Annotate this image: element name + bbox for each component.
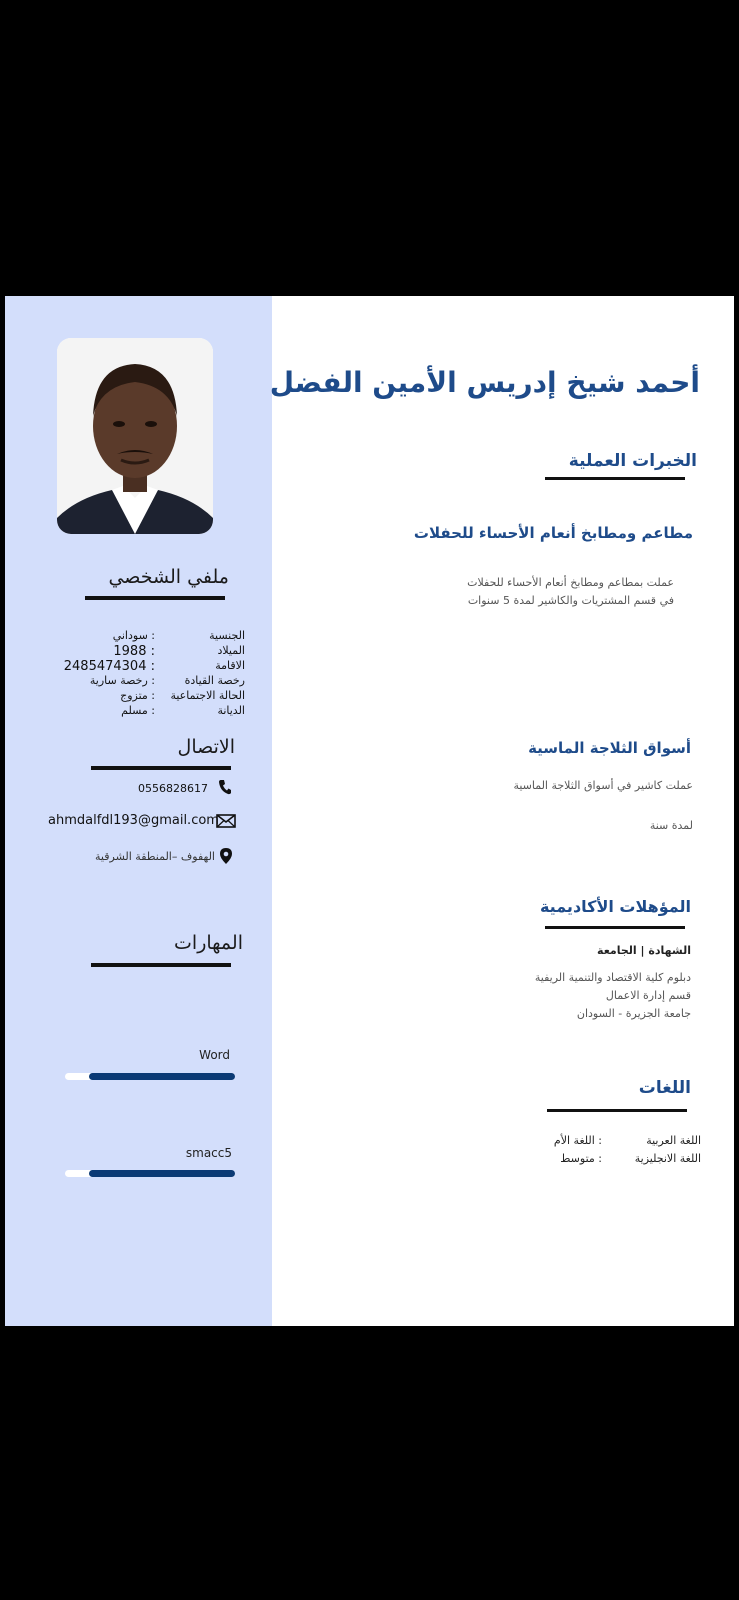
languages-underline [547, 1109, 687, 1112]
education-title: المؤهلات الأكاديمية [539, 897, 691, 916]
info-value: : رخصة سارية [89, 674, 155, 687]
skills-title: المهارات [174, 932, 243, 954]
info-row-license [55, 674, 245, 689]
person-photo-icon [57, 338, 213, 534]
profile-underline [85, 596, 225, 600]
contact-title: الاتصال [177, 736, 235, 758]
info-row-religion [55, 704, 245, 719]
address: الهفوف –المنطقة الشرقية [95, 850, 215, 863]
mail-icon [216, 814, 236, 828]
info-value: : متزوج [120, 689, 155, 702]
info-value: : سوداني [112, 629, 155, 642]
info-label: الاقامة [215, 659, 245, 672]
language-name: اللغة الانجليزية [634, 1152, 701, 1165]
info-value: 1988 : [113, 644, 155, 659]
skills-underline [91, 963, 231, 967]
experience-title: الخبرات العملية [568, 451, 697, 471]
language-level: : متوسط [560, 1152, 602, 1165]
job-company: مطاعم ومطابخ أنعام الأحساء للحفلات [413, 524, 693, 542]
education-line: دبلوم كلية الاقتصاد والتنمية الريفية [534, 971, 691, 984]
education-underline [545, 926, 685, 929]
info-value: 2485474304 : [63, 659, 155, 674]
info-label: الجنسية [209, 629, 245, 642]
skill-bar-track [65, 1170, 235, 1177]
education-line: جامعة الجزيرة - السودان [576, 1007, 691, 1020]
job-description-line: عملت بمطاعم ومطابخ أنعام الأحساء للحفلات [467, 576, 674, 589]
info-label: الديانة [217, 704, 245, 717]
info-row-residence [55, 659, 245, 674]
contact-underline [91, 766, 231, 770]
education-header: الشهادة | الجامعة [597, 944, 691, 957]
skill-name: Word [199, 1048, 230, 1062]
experience-underline [545, 477, 685, 480]
sidebar [5, 296, 272, 1326]
location-pin-icon [220, 848, 232, 864]
profile-title: ملفي الشخصي [108, 566, 229, 588]
info-row-nationality [55, 629, 245, 644]
phone-number[interactable]: 0556828617 [138, 782, 208, 795]
info-row-marital [55, 689, 245, 704]
job-company: أسواق الثلاجة الماسية [528, 739, 691, 757]
languages-title: اللغات [638, 1078, 691, 1098]
info-label: الحالة الاجتماعية [170, 689, 245, 702]
phone-icon [218, 779, 232, 795]
skill-bar-fill [89, 1170, 235, 1177]
full-name: أحمد شيخ إدريس الأمين الفضل [269, 366, 700, 399]
job-description-line: في قسم المشتريات والكاشير لمدة 5 سنوات [467, 594, 674, 607]
education-line: قسم إدارة الاعمال [605, 989, 691, 1002]
profile-photo [57, 338, 213, 534]
skill-bar-track [65, 1073, 235, 1080]
cv-page [5, 296, 734, 1326]
info-label: الميلاد [217, 644, 245, 657]
language-name: اللغة العربية [646, 1134, 701, 1147]
info-row-birth [55, 644, 245, 659]
info-value: : مسلم [121, 704, 155, 717]
skill-name: smacc5 [185, 1146, 232, 1160]
language-level: : اللغة الأم [553, 1134, 602, 1147]
skill-bar-fill [89, 1073, 235, 1080]
email-address[interactable]: ahmdalfdl193@gmail.com [48, 813, 219, 828]
info-label: رخصة القيادة [184, 674, 245, 687]
job-description-line: عملت كاشير في أسواق الثلاجة الماسية [513, 779, 693, 792]
job-description-line: لمدة سنة [649, 819, 693, 832]
